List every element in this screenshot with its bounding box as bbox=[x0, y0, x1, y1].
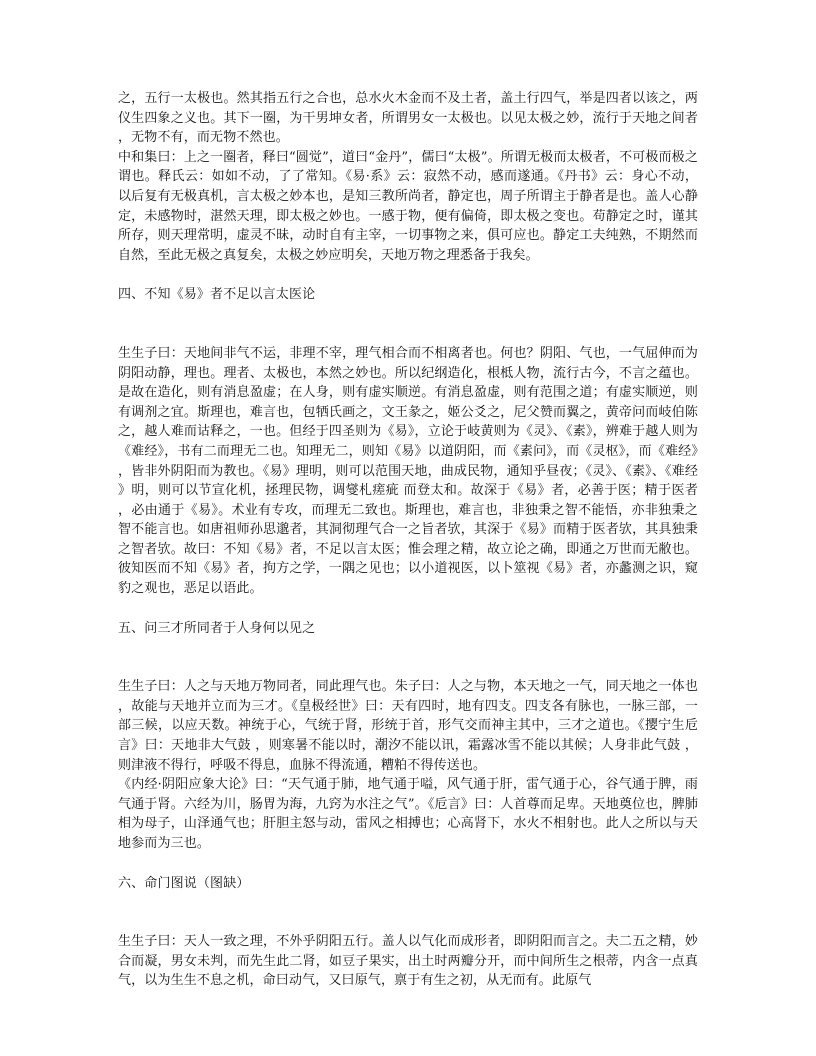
spacer bbox=[118, 893, 698, 932]
spacer bbox=[118, 638, 698, 677]
section-4-heading: 四、不知《易》者不足以言太医论 bbox=[118, 287, 316, 303]
section-6-heading: 六、命门图说（图缺） bbox=[118, 875, 250, 891]
spacer bbox=[118, 854, 698, 874]
spacer bbox=[118, 305, 698, 344]
document-page bbox=[118, 89, 698, 991]
section-6-paragraph-1: 生生子曰：天人一致之理，不外乎阴阳五行。盖人以气化而成形者，即阴阳而言之。夫二五之精，妙合而凝，男女未判，而先生此二肾，如豆子果实，出土时两瓣分开，而中间所生之根蒂，内含一点真气，以为生生不息之机，命曰动气，又曰原气，禀于有生之初，从无而有。此原气 bbox=[118, 934, 698, 989]
spacer bbox=[118, 599, 698, 619]
intro-paragraph-1: 之，五行一太极也。然其指五行之合也，总水火木金而不及土者，盖土行四气，举是四者以该之，两仪生四象之义也。其下一圈，为干男坤女者，所谓男女一太极也。以见太极之妙，流行于天地之间者，无物不有，而无物不然也。 bbox=[118, 91, 698, 146]
section-4-paragraph-1: 生生子曰：天地间非气不运，非理不宰，理气相合而不相离者也。何也？阴阳、气也，一气屈伸而为阴阳动静，理也。理者、太极也，本然之妙也。所以纪纲造化，根柢人物，流行古今，不言之蕴也。是故在造化，则有消息盈虚；在人身，则有虚实顺逆。有消息盈虚，则有范围之道；有虚实顺逆，则有调剂之宜。斯理也，难言也，包牺氏画之，文王彖之，姬公爻之，尼父赞而翼之，黄帝问而岐伯陈之，越人难而诂释之，一也。但经于四圣则为《易》，立论于岐黄则为《灵》、《素》，辨难于越人则为《难经》，书有二而理无二也。知理无二，则知《易》以道阴阳，而《素问》，而《灵枢》，而《难经》，皆非外阴阳而为教也。《易》理明，则可以范围天地，曲成民物，通知乎昼夜；《灵》、《素》、《难经》明，则可以节宣化机，拯理民物，调燮札瘥疵 而登太和。故深于《易》者，必善于医；精于医者，必由通于《易》。术业有专攻，而理无二致也。斯理也，难言也，非独秉之智不能悟，亦非独秉之智不能言也。如唐祖师孙思邈者，其洞彻理气合一之旨者欤，其深于《易》而精于医者欤，其具独秉之智者欤。故曰：不知《易》者，不足以言太医；惟会理之精，故立论之确，即通之万世而无敝也。彼知医而不知《易》者，拘方之学，一隅之见也；以小道视医，以卜筮视《易》者，亦蠡测之识，窥豹之观也，恶足以语此。 bbox=[118, 345, 698, 597]
section-5-paragraph-1: 生生子曰：人之与天地万物同者，同此理气也。朱子曰：人之与物，本天地之一气，同天地之一体也，故能与天地并立而为三才。《皇极经世》曰：天有四时，地有四支。四支各有脉也，一脉三部，一部三候，以应天数。神统于心，气统于肾，形统于首，形气交而神主其中，三才之道也。《撄宁生卮言》曰：天地非大气鼓 ，则寒暑不能以时，潮汐不能以讯，霜露冰雪不能以其候；人身非此气鼓 ，则津液不得行，呼吸不得息，血脉不得流通，糟粕不得传送也。 bbox=[118, 679, 698, 773]
section-5-heading: 五、问三才所同者于人身何以见之 bbox=[118, 620, 316, 636]
intro-paragraph-2: 中和集曰：上之一圈者，释曰“圆觉”，道曰“金丹”，儒曰“太极”。所谓无极而太极者，不可极而极之谓也。释氏云：如如不动，了了常知。《易·系》云：寂然不动，感而遂通。《丹书》云：身心不动，以后复有无极真机，言太极之妙本也，是知三教所尚者，静定也，周子所谓主于静者是也。盖人心静定，未感物时，湛然天理，即太极之妙也。一感于物，便有偏倚，即太极之变也。苟静定之时，谨其所存，则天理常明，虚灵不昧，动时自有主宰，一切事物之来，俱可应也。静定工夫纯熟，不期然而自然，至此无极之真复矣，太极之妙应明矣，天地万物之理悉备于我矣。 bbox=[118, 149, 698, 263]
section-5-paragraph-2: 《内经·阴阳应象大论》曰：“天气通于肺，地气通于嗌，风气通于肝，雷气通于心，谷气通于脾，雨气通于肾。六经为川，肠胃为海，九窍为水注之气”。《卮言》曰：人首尊而足卑。天地奠位也，脾肺相为母子，山泽通气也；肝胆主怒与动，雷风之相搏也；心高肾下，水火不相射也。此人之所以与天地参而为三也。 bbox=[118, 777, 698, 851]
spacer bbox=[118, 265, 698, 285]
